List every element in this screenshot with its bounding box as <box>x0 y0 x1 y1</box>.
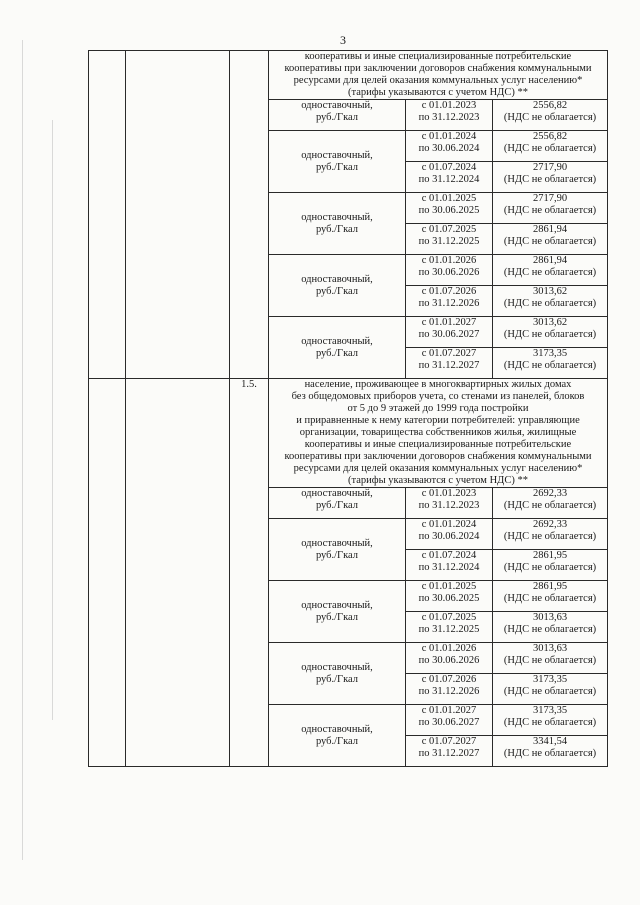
period-to: по 31.12.2026 <box>418 686 480 697</box>
vat-note: (НДС не облагается) <box>503 593 597 604</box>
period-from: с 01.07.2026 <box>421 674 477 685</box>
period-from: с 01.07.2024 <box>421 162 477 173</box>
period-to: по 31.12.2025 <box>418 624 480 635</box>
tariff-value <box>493 224 608 255</box>
tariff-value <box>493 550 608 581</box>
tariff-type <box>269 488 406 519</box>
vat-note: (НДС не облагается) <box>503 531 597 542</box>
tariff-type-line: одноставочный, <box>301 599 373 611</box>
period-from: с 01.01.2024 <box>421 519 477 530</box>
tariff-value <box>493 348 608 379</box>
organization-cell <box>126 379 230 767</box>
period-to: по 30.06.2024 <box>418 531 480 542</box>
validity-period <box>406 193 493 224</box>
vat-note: (НДС не облагается) <box>503 329 597 340</box>
section-header-row <box>89 379 608 488</box>
tariff-value <box>493 317 608 348</box>
tariff-type <box>269 705 406 767</box>
validity-period <box>406 100 493 131</box>
validity-period <box>406 674 493 705</box>
tariff-price: 3013,63 <box>532 643 568 654</box>
tariff-price: 2717,90 <box>532 193 568 204</box>
tariff-type-line: руб./Гкал <box>315 161 359 173</box>
period-from: с 01.01.2026 <box>421 255 477 266</box>
validity-period <box>406 612 493 643</box>
vat-note: (НДС не облагается) <box>503 360 597 371</box>
tariff-type-line: одноставочный, <box>301 488 373 499</box>
vat-note: (НДС не облагается) <box>503 143 597 154</box>
period-from: с 01.01.2024 <box>421 131 477 142</box>
tariff-value <box>493 705 608 736</box>
description-line: кооперативы при заключении договоров снабжения коммунальными <box>284 451 592 462</box>
tariff-price: 2861,94 <box>532 255 568 266</box>
period-from: с 01.01.2023 <box>421 100 477 111</box>
period-to: по 30.06.2027 <box>418 329 480 340</box>
tariff-value <box>493 581 608 612</box>
validity-period <box>406 162 493 193</box>
period-to: по 31.12.2023 <box>418 112 480 123</box>
tariff-type-line: руб./Гкал <box>315 223 359 235</box>
tariff-type-line: руб./Гкал <box>315 611 359 623</box>
period-from: с 01.07.2027 <box>421 736 477 747</box>
vat-note: (НДС не облагается) <box>503 112 597 123</box>
tariff-type-line: одноставочный, <box>301 661 373 673</box>
scan-artifact <box>52 120 53 720</box>
period-from: с 01.01.2026 <box>421 643 477 654</box>
page-number: 3 <box>340 33 346 47</box>
period-to: по 30.06.2024 <box>418 143 480 154</box>
description-line: ресурсами для целей оказания коммунальных услуг населению* <box>293 463 583 474</box>
tariff-price: 3013,62 <box>532 286 568 297</box>
tariff-price: 2861,95 <box>532 581 568 592</box>
tariff-price: 3341,54 <box>532 736 568 747</box>
left-margin-cell <box>89 51 126 379</box>
vat-note: (НДС не облагается) <box>503 686 597 697</box>
tariff-type <box>269 643 406 705</box>
tariff-type-line: одноставочный, <box>301 100 373 111</box>
period-to: по 30.06.2025 <box>418 593 480 604</box>
consumer-category-description <box>269 51 608 100</box>
tariff-value <box>493 736 608 767</box>
period-to: по 30.06.2026 <box>418 655 480 666</box>
tariff-type-line: руб./Гкал <box>315 549 359 561</box>
description-line: без общедомовых приборов учета, со стенами из панелей, блоков <box>291 391 585 402</box>
period-to: по 31.12.2024 <box>418 174 480 185</box>
tariff-type-line: руб./Гкал <box>315 735 359 747</box>
validity-period <box>406 736 493 767</box>
vat-note: (НДС не облагается) <box>503 655 597 666</box>
vat-note: (НДС не облагается) <box>503 717 597 728</box>
tariff-type-line: руб./Гкал <box>315 347 359 359</box>
tariff-type <box>269 317 406 379</box>
period-from: с 01.01.2027 <box>421 705 477 716</box>
tariff-type <box>269 131 406 193</box>
validity-period <box>406 224 493 255</box>
period-from: с 01.01.2025 <box>421 193 477 204</box>
period-from: с 01.01.2023 <box>421 488 477 499</box>
period-to: по 31.12.2024 <box>418 562 480 573</box>
vat-note: (НДС не облагается) <box>503 236 597 247</box>
tariff-price: 2556,82 <box>532 100 568 111</box>
tariff-value <box>493 612 608 643</box>
period-from: с 01.07.2024 <box>421 550 477 561</box>
tariff-type-line: руб./Гкал <box>315 500 359 511</box>
validity-period <box>406 348 493 379</box>
tariff-type-line: одноставочный, <box>301 211 373 223</box>
description-line: от 5 до 9 этажей до 1999 года постройки <box>347 403 529 414</box>
section-number: 1.5. <box>230 379 269 767</box>
period-from: с 01.01.2025 <box>421 581 477 592</box>
tariff-type <box>269 100 406 131</box>
vat-note: (НДС не облагается) <box>503 298 597 309</box>
vat-note: (НДС не облагается) <box>503 748 597 759</box>
period-from: с 01.07.2025 <box>421 612 477 623</box>
validity-period <box>406 705 493 736</box>
tariff-table-body <box>89 51 608 767</box>
period-from: с 01.07.2025 <box>421 224 477 235</box>
tariff-value <box>493 674 608 705</box>
organization-cell <box>126 51 230 379</box>
description-line: и приравненные к нему категории потребителей: управляющие <box>296 415 580 426</box>
description-line: кооперативы и иные специализированные потребительские <box>304 51 572 62</box>
period-to: по 31.12.2023 <box>418 500 480 511</box>
section-header-row <box>89 51 608 100</box>
validity-period <box>406 131 493 162</box>
tariff-value <box>493 193 608 224</box>
vat-note: (НДС не облагается) <box>503 624 597 635</box>
description-line: организации, товарищества собственников жилья, жилищные <box>299 427 577 438</box>
description-line: кооперативы при заключении договоров снабжения коммунальными <box>284 63 592 74</box>
tariff-price: 2861,94 <box>532 224 568 235</box>
tariff-type-line: одноставочный, <box>301 335 373 347</box>
period-to: по 30.06.2026 <box>418 267 480 278</box>
period-to: по 30.06.2025 <box>418 205 480 216</box>
tariff-type-line: одноставочный, <box>301 723 373 735</box>
tariff-type <box>269 255 406 317</box>
tariff-price: 2717,90 <box>532 162 568 173</box>
tariff-value <box>493 519 608 550</box>
tariff-price: 2692,33 <box>532 519 568 530</box>
tariff-type <box>269 193 406 255</box>
validity-period <box>406 550 493 581</box>
validity-period <box>406 581 493 612</box>
period-to: по 31.12.2026 <box>418 298 480 309</box>
validity-period <box>406 488 493 519</box>
tariff-type-line: одноставочный, <box>301 273 373 285</box>
consumer-category-description <box>269 379 608 488</box>
tariff-value <box>493 255 608 286</box>
tariff-price: 2692,33 <box>532 488 568 499</box>
tariff-type-line: одноставочный, <box>301 537 373 549</box>
vat-note: (НДС не облагается) <box>503 267 597 278</box>
tariff-price: 3173,35 <box>532 705 568 716</box>
vat-note: (НДС не облагается) <box>503 500 597 511</box>
tariff-price: 3013,63 <box>532 612 568 623</box>
period-to: по 31.12.2027 <box>418 360 480 371</box>
tariff-value <box>493 488 608 519</box>
description-line: кооперативы и иные специализированные потребительские <box>304 439 572 450</box>
description-line: (тарифы указываются с учетом НДС) ** <box>348 87 528 98</box>
period-to: по 30.06.2027 <box>418 717 480 728</box>
period-from: с 01.01.2027 <box>421 317 477 328</box>
vat-note: (НДС не облагается) <box>503 174 597 185</box>
period-to: по 31.12.2025 <box>418 236 480 247</box>
left-margin-cell <box>89 379 126 767</box>
description-line: ресурсами для целей оказания коммунальных услуг населению* <box>293 75 583 86</box>
vat-note: (НДС не облагается) <box>503 562 597 573</box>
description-line: население, проживающее в многоквартирных жилых домах <box>304 379 572 390</box>
period-from: с 01.07.2026 <box>421 286 477 297</box>
tariff-type-line: одноставочный, <box>301 149 373 161</box>
tariff-price: 3013,62 <box>532 317 568 328</box>
tariff-price: 3173,35 <box>532 674 568 685</box>
tariff-value <box>493 100 608 131</box>
tariff-price: 2861,95 <box>532 550 568 561</box>
tariff-type <box>269 519 406 581</box>
tariff-type-line: руб./Гкал <box>315 112 359 123</box>
description-line: (тарифы указываются с учетом НДС) ** <box>348 475 528 486</box>
validity-period <box>406 255 493 286</box>
tariff-type-line: руб./Гкал <box>315 673 359 685</box>
validity-period <box>406 286 493 317</box>
period-from: с 01.07.2027 <box>421 348 477 359</box>
tariff-value <box>493 131 608 162</box>
tariff-table <box>88 50 608 767</box>
tariff-price: 3173,35 <box>532 348 568 359</box>
vat-note: (НДС не облагается) <box>503 205 597 216</box>
section-number <box>230 51 269 379</box>
scan-artifact <box>22 40 23 860</box>
tariff-type-line: руб./Гкал <box>315 285 359 297</box>
validity-period <box>406 317 493 348</box>
tariff-value <box>493 162 608 193</box>
tariff-price: 2556,82 <box>532 131 568 142</box>
tariff-type <box>269 581 406 643</box>
period-to: по 31.12.2027 <box>418 748 480 759</box>
validity-period <box>406 519 493 550</box>
validity-period <box>406 643 493 674</box>
tariff-value <box>493 286 608 317</box>
tariff-value <box>493 643 608 674</box>
